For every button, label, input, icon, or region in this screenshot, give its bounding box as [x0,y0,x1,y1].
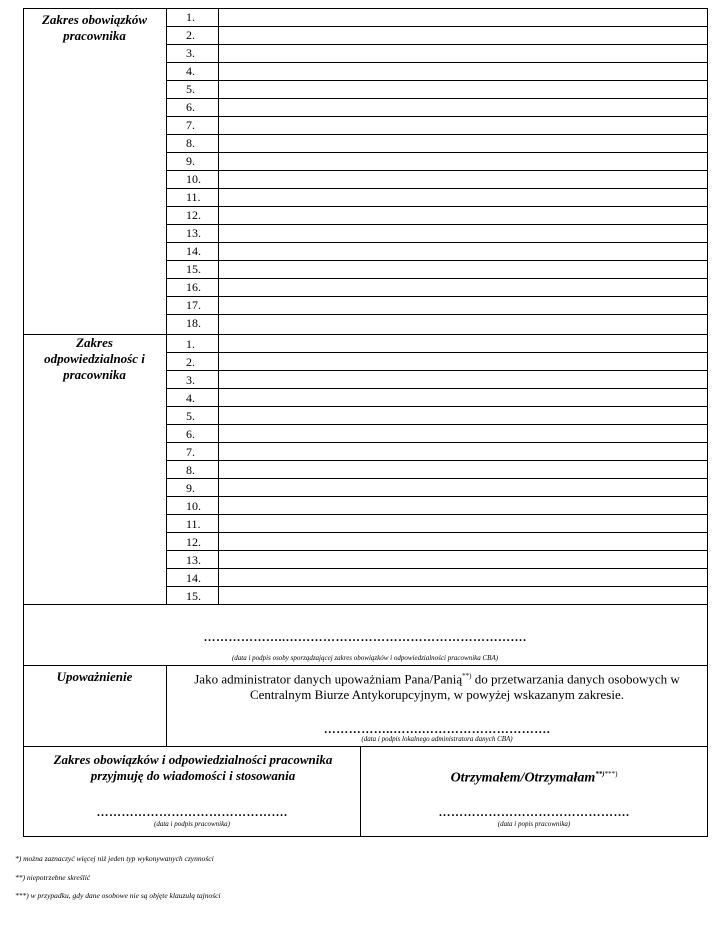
duties-row-entry[interactable] [219,135,706,152]
responsibility-row-number: 6. [186,427,195,441]
duties-row-entry[interactable] [219,261,706,278]
responsibility-row-number: 11. [186,517,201,531]
duties-row-number: 18. [186,316,201,330]
responsibility-row-number: 9. [186,481,195,495]
duties-row-number: 16. [186,280,201,294]
duties-row-entry[interactable] [219,189,706,206]
duties-row-number: 4. [186,64,195,78]
preparer-signature-caption: (data i podpis osoby sporządzającej zakres obowiązków i odpowiedzialności pracownika CBA) [231,654,499,662]
authorization-footnote-ref: **) [462,672,472,680]
duties-row-number: 3. [186,46,195,60]
duties-row-entry[interactable] [219,81,706,98]
received-label-text: Otrzymałem/Otrzymałam [450,770,596,786]
duties-row-number: 5. [186,82,195,96]
section-divider-preparer [23,604,707,605]
duties-row-entry[interactable] [219,297,706,314]
received-footnote-ref-2: ***) [604,770,618,778]
employee-signature-caption: (data i podpis pracownika) [153,820,231,828]
section-divider-authorization [23,665,707,666]
duties-row-number: 8. [186,136,195,150]
authorization-text-start: Jako administrator danych upoważniam Pana/Panią [194,671,463,687]
responsibility-row-entry[interactable] [219,389,706,406]
duties-row-number: 15. [186,262,201,276]
duties-row-entry[interactable] [219,315,706,332]
duties-section-label: Zakres obowiązków pracownika [41,12,148,43]
responsibility-row-number: 2. [186,355,195,369]
duties-row-entry[interactable] [219,207,706,224]
responsibility-row-number: 14. [186,571,201,585]
duties-row-number: 9. [186,154,195,168]
responsibility-row-entry[interactable] [219,551,706,568]
authorization-text [171,668,703,703]
footnote-1: *) można zaznaczyć więcej niż jeden typ wykonywanych czynności [15,854,214,863]
received-signature-line[interactable]: ………………………………………. [438,805,630,819]
responsibility-row-entry[interactable] [219,407,706,424]
duties-row-number: 2. [186,28,195,42]
responsibility-row-number: 4. [186,391,195,405]
responsibility-row-entry[interactable] [219,497,706,514]
duties-row-number: 12. [186,208,201,222]
footnote-3: ***) w przypadku, gdy dane osobowe nie są objęte klauzulą tajności [15,891,221,900]
authorization-label: Upoważnienie [56,669,133,684]
responsibility-row-entry[interactable] [219,461,706,478]
responsibility-row-number: 10. [186,499,201,513]
responsibility-row-entry[interactable] [219,371,706,388]
responsibility-row-number: 3. [186,373,195,387]
responsibility-row-number: 15. [186,589,201,603]
duties-row-entry[interactable] [219,99,706,116]
employee-duties-form [23,8,707,837]
duties-row-number: 14. [186,244,201,258]
border-right [707,8,708,837]
received-label [361,766,707,787]
responsibility-row-number: 5. [186,409,195,423]
responsibility-row-entry[interactable] [219,335,706,352]
responsibility-row-entry[interactable] [219,443,706,460]
responsibility-section-label: Zakres odpowiedzialnośc i pracownika [44,335,145,382]
responsibility-row-entry[interactable] [219,587,706,604]
responsibility-row-entry[interactable] [219,569,706,586]
responsibility-row-entry[interactable] [219,533,706,550]
responsibility-row-number: 13. [186,553,201,567]
authorization-text-end: do przetwarzania danych osobowych w Centralnym Biurze Antykorupcyjnym, w powyżej wskazanym zakresie. [249,671,680,703]
employee-signature-line[interactable]: ………………………………………. [96,805,288,819]
employee-accept-label: Zakres obowiązków i odpowiedzialności pracownika przyjmuję do wiadomości i stosowania [53,752,333,783]
duties-row-number: 7. [186,118,195,132]
duties-row-entry[interactable] [219,117,706,134]
section-divider-signatures [23,746,707,747]
duties-row-entry[interactable] [219,27,706,44]
responsibility-row-entry[interactable] [219,515,706,532]
duties-row-number: 10. [186,172,201,186]
duties-row-entry[interactable] [219,63,706,80]
received-signature-caption: (data i popis pracownika) [497,820,571,828]
responsibility-row-entry[interactable] [219,479,706,496]
duties-row-number: 13. [186,226,201,240]
duties-row-entry[interactable] [219,225,706,242]
duties-row-entry[interactable] [219,9,706,26]
duties-row-entry[interactable] [219,243,706,260]
responsibility-row-number: 7. [186,445,195,459]
responsibility-row-number: 1. [186,337,195,351]
border-left [23,8,24,837]
responsibility-row-entry[interactable] [219,425,706,442]
responsibility-row-number: 12. [186,535,201,549]
duties-row-number: 6. [186,100,195,114]
border-bottom [23,836,708,837]
duties-row-entry[interactable] [219,171,706,188]
administrator-signature-line[interactable]: ……………..…….…………………………. [323,722,551,736]
duties-row-entry[interactable] [219,153,706,170]
duties-row-number: 17. [186,298,201,312]
responsibility-row-number: 8. [186,463,195,477]
duties-row-entry[interactable] [219,45,706,62]
received-footnote-ref-1: **) [595,770,605,778]
preparer-signature-line[interactable]: ………………..…………………………………………………. [203,630,527,644]
administrator-signature-caption: (data i podpis lokalnego administratora danych CBA) [361,735,513,743]
duties-row-entry[interactable] [219,279,706,296]
duties-row-number: 11. [186,190,201,204]
duties-row-number: 1. [186,10,195,24]
responsibility-row-entry[interactable] [219,353,706,370]
footnote-2: **) niepotrzebne skreślić [15,873,91,882]
